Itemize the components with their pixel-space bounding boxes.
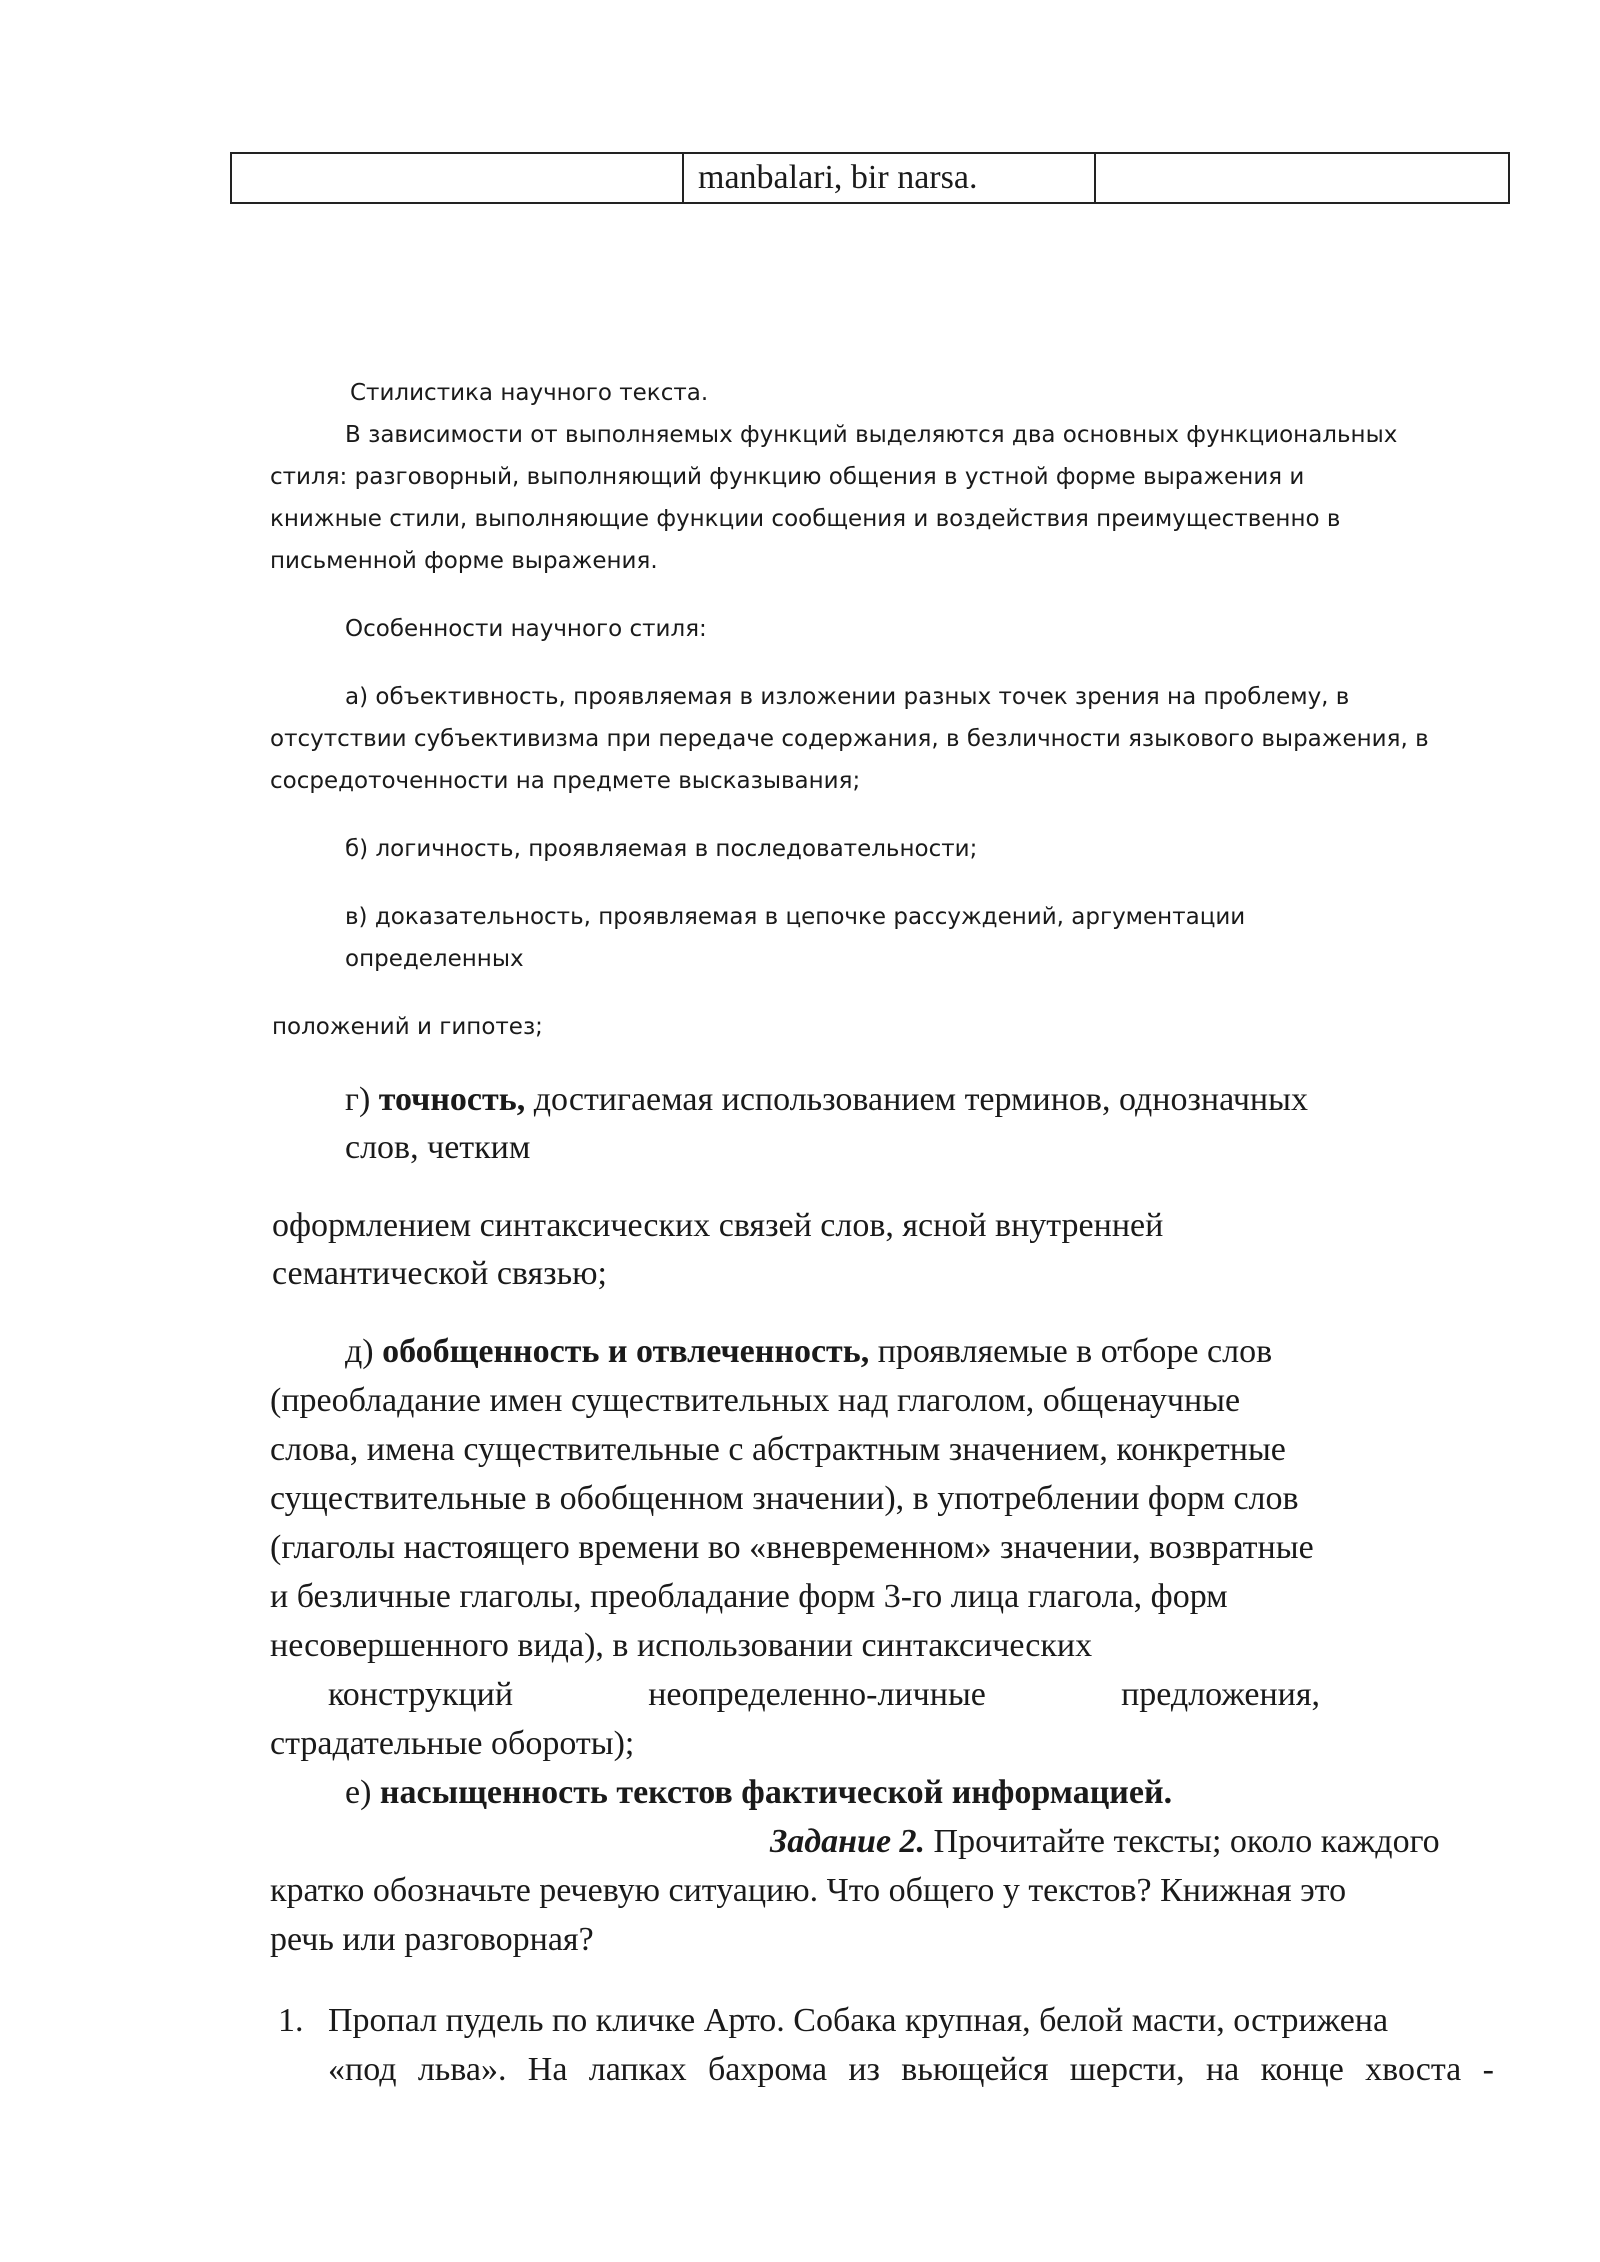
- task-line: кратко обозначьте речевую ситуацию. Что общего у текстов? Книжная это: [270, 1872, 1347, 1909]
- item-e-bold: насыщенность текстов фактической информацией.: [379, 1774, 1173, 1811]
- item-d-line: слова, имена существительные с абстрактным значением, конкретные: [270, 1431, 1286, 1468]
- table-cell: manbalari, bir narsa.: [683, 153, 1095, 203]
- intro-line: книжные стили, выполняющие функции сообщения и воздействия преимущественно в: [270, 506, 1341, 532]
- list-item-line: Пропал пудель по кличке Арто. Собака крупная, белой масти, острижена: [328, 2002, 1389, 2039]
- item-d-line: и безличные глаголы, преобладание форм 3-го лица глагола, форм: [270, 1578, 1228, 1615]
- word: конце: [1260, 2051, 1344, 2088]
- word: На: [527, 2051, 568, 2088]
- list-item-number: 1.: [278, 2002, 304, 2039]
- word: -: [1482, 2051, 1494, 2088]
- task-text: Прочитайте тексты; около каждого: [925, 1823, 1440, 1860]
- item-g-line: [345, 1076, 1308, 1124]
- item-a-line: сосредоточенности на предмете высказывания;: [270, 768, 861, 794]
- item-a-line: отсутствии субъективизма при передаче содержания, в безличности языкового выражения, в: [270, 726, 1429, 752]
- word: шерсти,: [1069, 2051, 1185, 2088]
- word: предложения,: [1121, 1676, 1320, 1713]
- list-item-justified-line: [328, 2046, 1494, 2094]
- item-v-line: определенных: [345, 946, 524, 972]
- task-label: Задание 2.: [770, 1823, 926, 1860]
- item-d-bold: обобщенность и отвлеченность,: [382, 1333, 870, 1370]
- table-cell: [1095, 153, 1509, 203]
- section-title: Стилистика научного текста.: [350, 380, 709, 406]
- item-g-bold: точность,: [378, 1081, 526, 1118]
- item-d-line: [345, 1328, 1272, 1376]
- item-v-line: в) доказательность, проявляемая в цепочке рассуждений, аргументации: [345, 904, 1246, 930]
- features-heading: Особенности научного стиля:: [345, 616, 707, 642]
- task-heading: [770, 1818, 1440, 1866]
- item-e-prefix: е): [345, 1774, 380, 1811]
- word: бахрома: [707, 2051, 828, 2088]
- item-g-continuation: семантической связью;: [272, 1255, 607, 1292]
- word: хвоста: [1365, 2051, 1462, 2088]
- word: «под: [328, 2051, 397, 2088]
- intro-line: стиля: разговорный, выполняющий функцию общения в устной форме выражения и: [270, 464, 1305, 490]
- item-g-rest: достигаемая использованием терминов, однозначных: [525, 1081, 1308, 1118]
- top-table-fragment: [230, 152, 1510, 204]
- word: на: [1205, 2051, 1240, 2088]
- word: лапках: [588, 2051, 687, 2088]
- intro-line: письменной форме выражения.: [270, 548, 658, 574]
- item-v-continuation: положений и гипотез;: [272, 1014, 543, 1040]
- item-g-prefix: г): [345, 1081, 379, 1118]
- item-d-line: (преобладание имен существительных над глаголом, общенаучные: [270, 1382, 1241, 1419]
- item-d-line: существительные в обобщенном значении), в употреблении форм слов: [270, 1480, 1299, 1517]
- item-b: б) логичность, проявляемая в последовательности;: [345, 836, 978, 862]
- item-d-line: (глаголы настоящего времени во «вневременном» значении, возвратные: [270, 1529, 1314, 1566]
- table-cell: [231, 153, 683, 203]
- word: из: [848, 2051, 880, 2088]
- word: льва».: [417, 2051, 507, 2088]
- item-d-rest: проявляемые в отборе слов: [869, 1333, 1273, 1370]
- item-g-continuation: оформлением синтаксических связей слов, ясной внутренней: [272, 1207, 1164, 1244]
- word: неопределенно-личные: [648, 1676, 986, 1713]
- item-d-prefix: д): [345, 1333, 383, 1370]
- item-a-line: а) объективность, проявляемая в изложении разных точек зрения на проблему, в: [345, 684, 1350, 710]
- item-d-justified-line: [328, 1671, 1320, 1719]
- task-line: речь или разговорная?: [270, 1921, 594, 1958]
- word: вьющейся: [901, 2051, 1049, 2088]
- item-g-line: слов, четким: [345, 1129, 531, 1166]
- word: конструкций: [328, 1676, 514, 1713]
- item-d-line: несовершенного вида), в использовании синтаксических: [270, 1627, 1093, 1664]
- intro-line: В зависимости от выполняемых функций выделяются два основных функциональных: [345, 422, 1398, 448]
- item-d-line: страдательные обороты);: [270, 1725, 635, 1762]
- table-row: [231, 153, 1509, 203]
- item-e-line: [345, 1769, 1172, 1817]
